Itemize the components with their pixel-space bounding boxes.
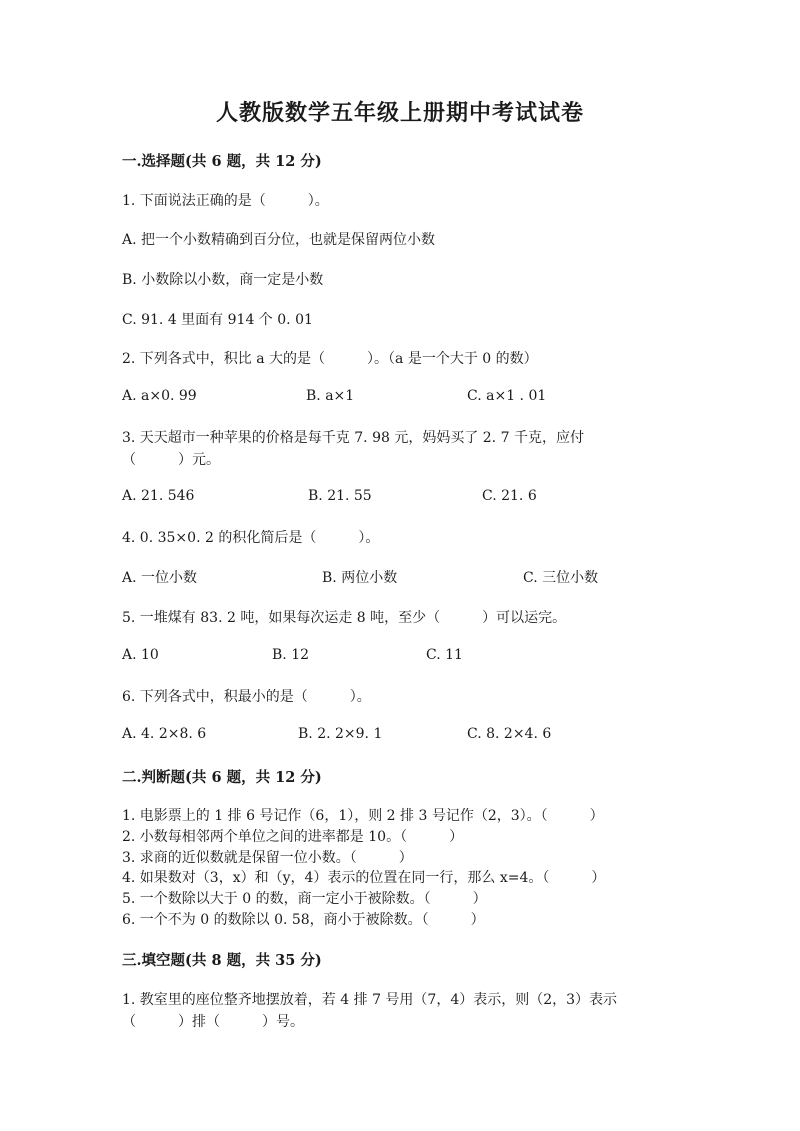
section-heading-judgement: 二.判断题(共 6 题，共 12 分) [122, 769, 322, 786]
question-6-option-b: B. 2. 2×9. 1 [298, 726, 383, 742]
judgement-item-3: 3. 求商的近似数就是保留一位小数。（ ） [122, 850, 413, 866]
question-6-stem: 6. 下列各式中，积最小的是（ ）。 [122, 689, 371, 705]
question-4-option-b: B. 两位小数 [322, 570, 398, 586]
question-4-option-c: C. 三位小数 [523, 570, 599, 586]
question-2-option-a: A. a×0. 99 [122, 388, 197, 404]
page-title: 人教版数学五年级上册期中考试试卷 [215, 100, 584, 126]
question-3-stem-line2: （ ）元。 [122, 452, 220, 468]
judgement-item-6: 6. 一个不为 0 的数除以 0. 58，商小于被除数。（ ） [122, 912, 485, 928]
question-5-option-b: B. 12 [272, 647, 310, 663]
judgement-item-5: 5. 一个数除以大于 0 的数，商一定小于被除数。（ ） [122, 891, 487, 907]
question-3-option-a: A. 21. 546 [122, 488, 195, 504]
question-2-option-b: B. a×1 [306, 388, 355, 404]
fill-question-1-line1: 1. 教室里的座位整齐地摆放着，若 4 排 7 号用（7，4）表示，则（2，3）表示 [122, 992, 618, 1008]
question-4-option-a: A. 一位小数 [122, 570, 198, 586]
question-1-option-c: C. 91. 4 里面有 914 个 0. 01 [122, 312, 313, 328]
question-6-option-a: A. 4. 2×8. 6 [122, 726, 207, 742]
question-3-option-c: C. 21. 6 [482, 488, 537, 504]
fill-question-1-line2: （ ）排（ ）号。 [122, 1014, 304, 1030]
section-heading-choice: 一.选择题(共 6 题，共 12 分) [122, 153, 322, 170]
question-2-option-c: C. a×1 . 01 [467, 388, 547, 404]
question-6-option-c: C. 8. 2×4. 6 [467, 726, 552, 742]
question-4-stem: 4. 0. 35×0. 2 的积化简后是（ ）。 [122, 530, 380, 546]
question-3-stem-line1: 3. 天天超市一种苹果的价格是每千克 7. 98 元，妈妈买了 2. 7 千克，应付 [122, 430, 584, 446]
question-3-option-b: B. 21. 55 [308, 488, 372, 504]
question-1-stem: 1. 下面说法正确的是（ ）。 [122, 193, 329, 209]
question-5-stem: 5. 一堆煤有 83. 2 吨，如果每次运走 8 吨，至少（ ）可以运完。 [122, 610, 567, 626]
question-1-option-b: B. 小数除以小数，商一定是小数 [122, 272, 324, 288]
judgement-item-4: 4. 如果数对（3，x）和（y，4）表示的位置在同一行，那么 x=4。（ ） [122, 870, 606, 886]
judgement-item-2: 2. 小数每相邻两个单位之间的进率都是 10。（ ） [122, 829, 464, 845]
question-5-option-c: C. 11 [426, 647, 463, 663]
question-5-option-a: A. 10 [122, 647, 159, 663]
section-heading-fill-blank: 三.填空题(共 8 题，共 35 分) [122, 952, 322, 969]
question-2-stem: 2. 下列各式中，积比 a 大的是（ ）。（a 是一个大于 0 的数） [122, 351, 538, 367]
question-1-option-a: A. 把一个小数精确到百分位，也就是保留两位小数 [122, 232, 436, 248]
judgement-item-1: 1. 电影票上的 1 排 6 号记作（6，1），则 2 排 3 号记作（2，3）。（ ） [122, 808, 604, 824]
